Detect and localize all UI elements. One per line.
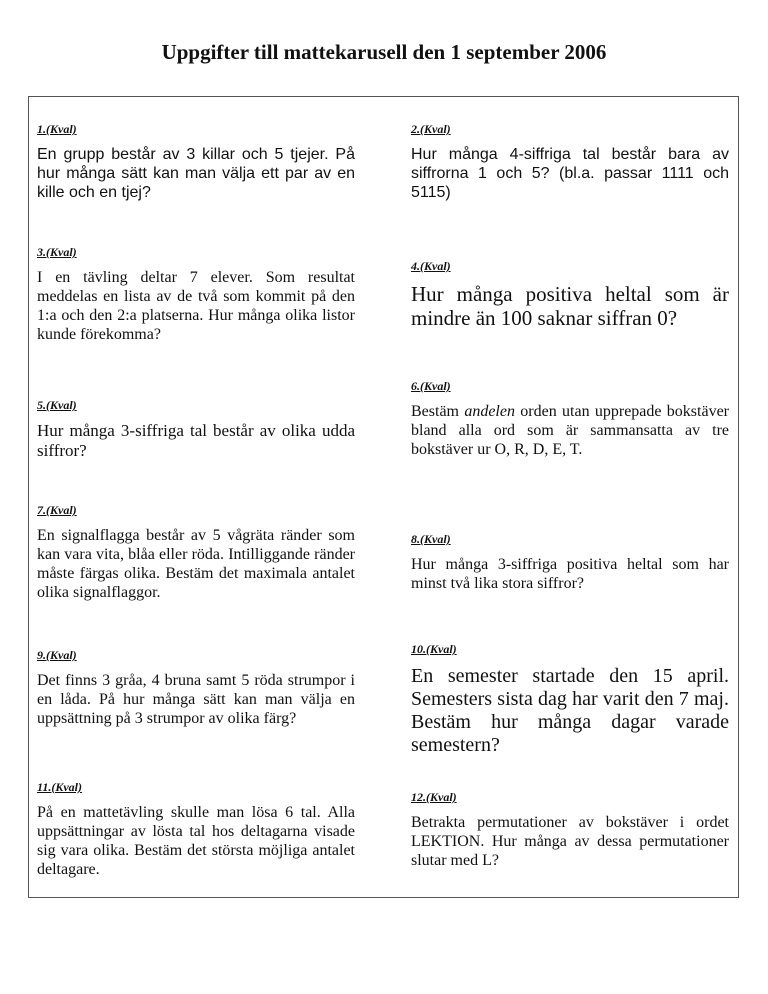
task-6 xyxy=(411,379,729,459)
task-label: 7.(Kval) xyxy=(37,503,77,517)
task-1 xyxy=(37,122,355,202)
task-text-start: Bestäm xyxy=(411,403,459,420)
task-text: Hur många 3-siffriga tal består av olika udda siffror? xyxy=(37,421,355,460)
task-8 xyxy=(411,532,729,593)
task-text-end: orden utan upprepade bokstäver bland alla ord som är sammansatta av tre bokstäver ur O, R, D, E, T. xyxy=(411,403,730,458)
task-11 xyxy=(37,780,355,879)
task-text: Betrakta permutationer av bokstäver i ordet LEKTION. Hur många av dessa permutationer slutar med L? xyxy=(411,814,729,869)
task-10 xyxy=(411,642,729,757)
task-label: 3.(Kval) xyxy=(37,245,77,259)
task-label: 10.(Kval) xyxy=(411,642,457,656)
task-2 xyxy=(411,122,729,202)
task-7 xyxy=(37,503,355,602)
task-text: I en tävling deltar 7 elever. Som resultat meddelas en lista av de två som kommit på den 1:a och den 2:a platserna. Hur många olika listor kunde förekomma? xyxy=(37,269,355,343)
task-4 xyxy=(411,259,729,330)
task-label: 11.(Kval) xyxy=(37,780,82,794)
task-text-emphasis: andelen xyxy=(464,403,515,420)
task-label: 12.(Kval) xyxy=(411,790,457,804)
task-5 xyxy=(37,398,355,461)
task-text: En grupp består av 3 killar och 5 tjejer. På hur många sätt kan man välja ett par av en kille och en tjej? xyxy=(37,146,355,201)
task-label: 6.(Kval) xyxy=(411,379,451,393)
task-12 xyxy=(411,790,729,870)
task-label: 1.(Kval) xyxy=(37,122,77,136)
task-3 xyxy=(37,245,355,344)
task-text: Hur många 3-siffriga positiva heltal som har minst två lika stora siffror? xyxy=(411,556,729,592)
task-frame xyxy=(28,96,739,898)
task-label: 8.(Kval) xyxy=(411,532,451,546)
task-text: En semester startade den 15 april. Semesters sista dag har varit den 7 maj. Bestäm hur många dagar varade semestern? xyxy=(411,665,729,756)
task-text xyxy=(411,402,729,459)
task-text: På en mattetävling skulle man lösa 6 tal. Alla uppsättningar av lösta tal hos deltagarna visade sig vara olika. Bestäm det största möjliga antalet deltagare. xyxy=(37,804,355,878)
task-text: Hur många positiva heltal som är mindre än 100 saknar siffran 0? xyxy=(411,282,729,330)
task-text: Hur många 4-siffriga tal består bara av siffrorna 1 och 5? (bl.a. passar 1111 och 5115) xyxy=(411,146,729,201)
task-label: 9.(Kval) xyxy=(37,648,77,662)
task-label: 4.(Kval) xyxy=(411,259,451,273)
task-label: 2.(Kval) xyxy=(411,122,451,136)
task-text: Det finns 3 gråa, 4 bruna samt 5 röda strumpor i en låda. På hur många sätt kan man välja en uppsättning på 3 strumpor av olika färg? xyxy=(37,672,355,727)
task-9 xyxy=(37,648,355,728)
task-label: 5.(Kval) xyxy=(37,398,77,412)
task-text: En signalflagga består av 5 vågräta ränder som kan vara vita, blåa eller röda. Intilliggande ränder måste färgas olika. Bestäm det maximala antalet olika signalflaggor. xyxy=(37,527,355,601)
page-title: Uppgifter till mattekarusell den 1 september 2006 xyxy=(161,40,607,64)
